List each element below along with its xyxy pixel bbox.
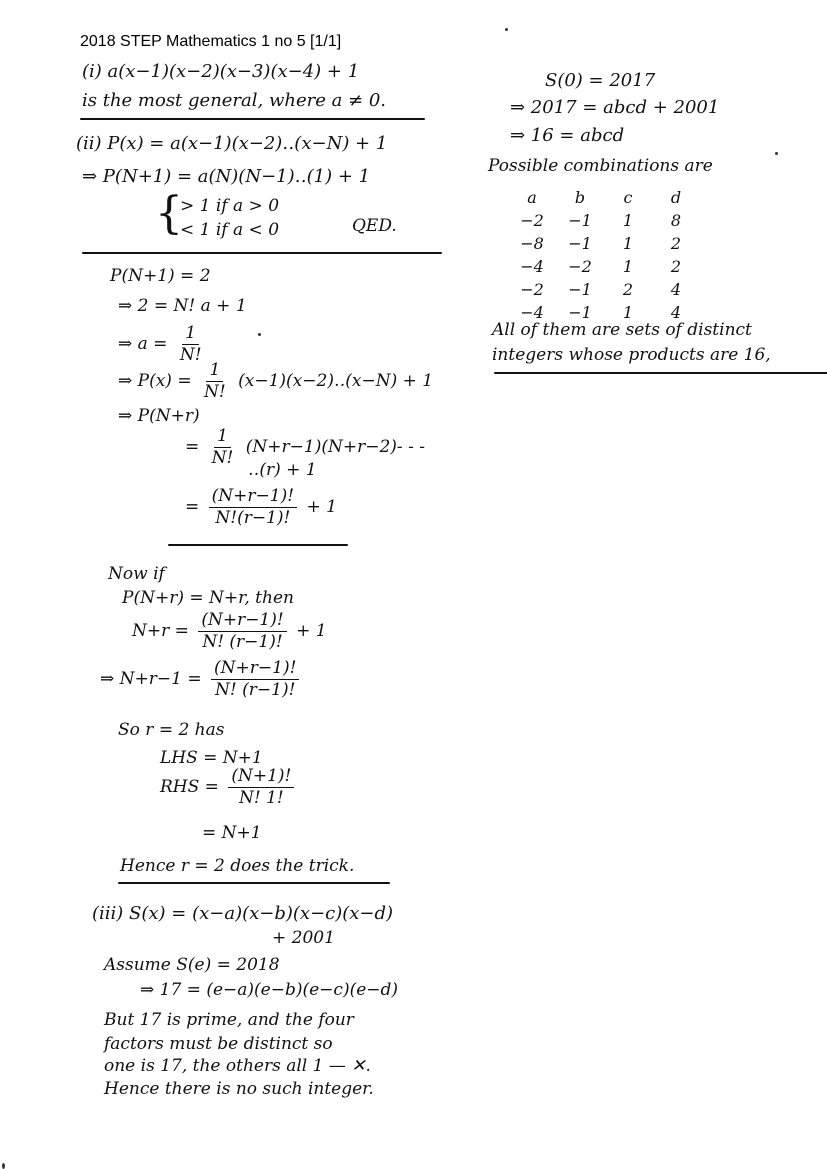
combinations-table xyxy=(508,186,700,324)
line-rhs-result: = N+1 xyxy=(202,823,262,843)
part-iii-conclusion: Hence there is no such integer. xyxy=(104,1079,374,1099)
line-condition: P(N+r) = N+r, then xyxy=(122,588,294,608)
table-cell: 2 xyxy=(670,234,682,253)
scan-speck xyxy=(258,333,261,336)
table-cell: 1 xyxy=(622,303,634,322)
table-cell: −1 xyxy=(568,234,592,253)
part-ii-evaluation: ⇒ P(N+1) = a(N)(N−1)‥(1) + 1 xyxy=(82,166,371,187)
line-a-equals: ⇒ a = $\frac{1}{N!}$ xyxy=(118,323,202,365)
part-i-statement: is the most general, where a ≠ 0. xyxy=(82,90,387,111)
line-now-if: Now if xyxy=(108,564,165,584)
right-abcd: ⇒ 16 = abcd xyxy=(510,125,625,146)
case-negative: < 1 if a < 0 xyxy=(180,220,280,240)
scan-speck xyxy=(775,152,778,155)
divider xyxy=(168,544,348,546)
right-s0: S(0) = 2017 xyxy=(545,70,656,91)
divider xyxy=(80,118,425,120)
table-cell: 2 xyxy=(670,257,682,276)
table-row xyxy=(508,278,700,301)
part-iii-reason-3: one is 17, the others all 1 — ✕. xyxy=(104,1056,371,1076)
column-header: d xyxy=(670,188,682,207)
part-iii-reason-1: But 17 is prime, and the four xyxy=(104,1010,354,1030)
part-iii-constant: + 2001 xyxy=(272,928,335,948)
line-expansion-tail: ‥(r) + 1 xyxy=(248,460,317,480)
line-nfact: ⇒ 2 = N! a + 1 xyxy=(118,296,247,316)
right-s0-expansion: ⇒ 2017 = abcd + 2001 xyxy=(510,97,720,118)
brace: { xyxy=(155,188,183,239)
table-row xyxy=(508,232,700,255)
line-factorial-form: = $\frac{(N+r-1)!}{N!(r-1)!}$ + 1 xyxy=(185,486,337,528)
part-iii-definition: (iii) S(x) = (x−a)(x−b)(x−c)(x−d) xyxy=(92,903,394,924)
column-header: c xyxy=(623,188,633,207)
right-summary-1: All of them are sets of distinct xyxy=(492,320,752,340)
qed-mark: QED. xyxy=(352,216,397,236)
page-header: 2018 STEP Mathematics 1 no 5 [1/1] xyxy=(80,33,342,50)
table-cell: 4 xyxy=(670,303,682,322)
line-rearranged: ⇒ N+r−1 = $\frac{(N+r-1)!}{N! (r-1)!}$ xyxy=(100,660,303,699)
line-r-equals-2: So r = 2 has xyxy=(118,720,225,740)
table-cell: −2 xyxy=(520,280,544,299)
table-header-row xyxy=(508,186,700,209)
line-p-n1: P(N+1) = 2 xyxy=(110,266,211,286)
case-positive: > 1 if a > 0 xyxy=(180,196,280,216)
part-iii-product: ⇒ 17 = (e−a)(e−b)(e−c)(e−d) xyxy=(140,980,399,1000)
table-cell: −2 xyxy=(568,257,592,276)
table-cell: 1 xyxy=(622,211,634,230)
line-conclusion: Hence r = 2 does the trick. xyxy=(120,856,355,876)
table-cell: 1 xyxy=(622,234,634,253)
right-summary-2: integers whose products are 16, xyxy=(492,345,771,365)
line-p-x: ⇒ P(x) = $\frac{1}{N!}$ (x−1)(x−2)‥(x−N) + 1 xyxy=(118,360,434,402)
table-cell: −1 xyxy=(568,303,592,322)
scan-speck xyxy=(505,28,508,31)
part-ii-definition: (ii) P(x) = a(x−1)(x−2)‥(x−N) + 1 xyxy=(76,133,388,154)
divider xyxy=(118,882,390,884)
line-equation: N+r = $\frac{(N+r-1)!}{N! (r-1)!}$ + 1 xyxy=(132,610,327,652)
table-cell: 4 xyxy=(670,280,682,299)
table-cell: 2 xyxy=(622,280,634,299)
table-row xyxy=(508,255,700,278)
line-p-nr: ⇒ P(N+r) xyxy=(118,406,200,426)
table-cell: 1 xyxy=(622,257,634,276)
column-header: b xyxy=(574,188,586,207)
right-combos-heading: Possible combinations are xyxy=(488,156,713,176)
table-cell: −4 xyxy=(520,303,544,322)
line-lhs: LHS = N+1 xyxy=(160,748,263,768)
part-iii-assume: Assume S(e) = 2018 xyxy=(104,955,280,975)
scan-speck xyxy=(2,1163,5,1169)
column-header: a xyxy=(527,188,537,207)
part-iii-reason-2: factors must be distinct so xyxy=(104,1034,333,1054)
line-rhs: RHS = $\frac{(N+1)!}{N! 1!}$ xyxy=(160,768,298,807)
table-cell: −1 xyxy=(568,280,592,299)
part-i-expression: (i) a(x−1)(x−2)(x−3)(x−4) + 1 xyxy=(82,61,360,82)
table-cell: −2 xyxy=(520,211,544,230)
table-cell: −4 xyxy=(520,257,544,276)
table-row xyxy=(508,209,700,232)
line-expansion: = $\frac{1}{N!}$ (N+r−1)(N+r−2)- - - xyxy=(185,426,425,468)
divider xyxy=(82,252,442,254)
table-cell: −1 xyxy=(568,211,592,230)
table-cell: 8 xyxy=(670,211,682,230)
table-cell: −8 xyxy=(520,234,544,253)
divider xyxy=(494,372,827,374)
